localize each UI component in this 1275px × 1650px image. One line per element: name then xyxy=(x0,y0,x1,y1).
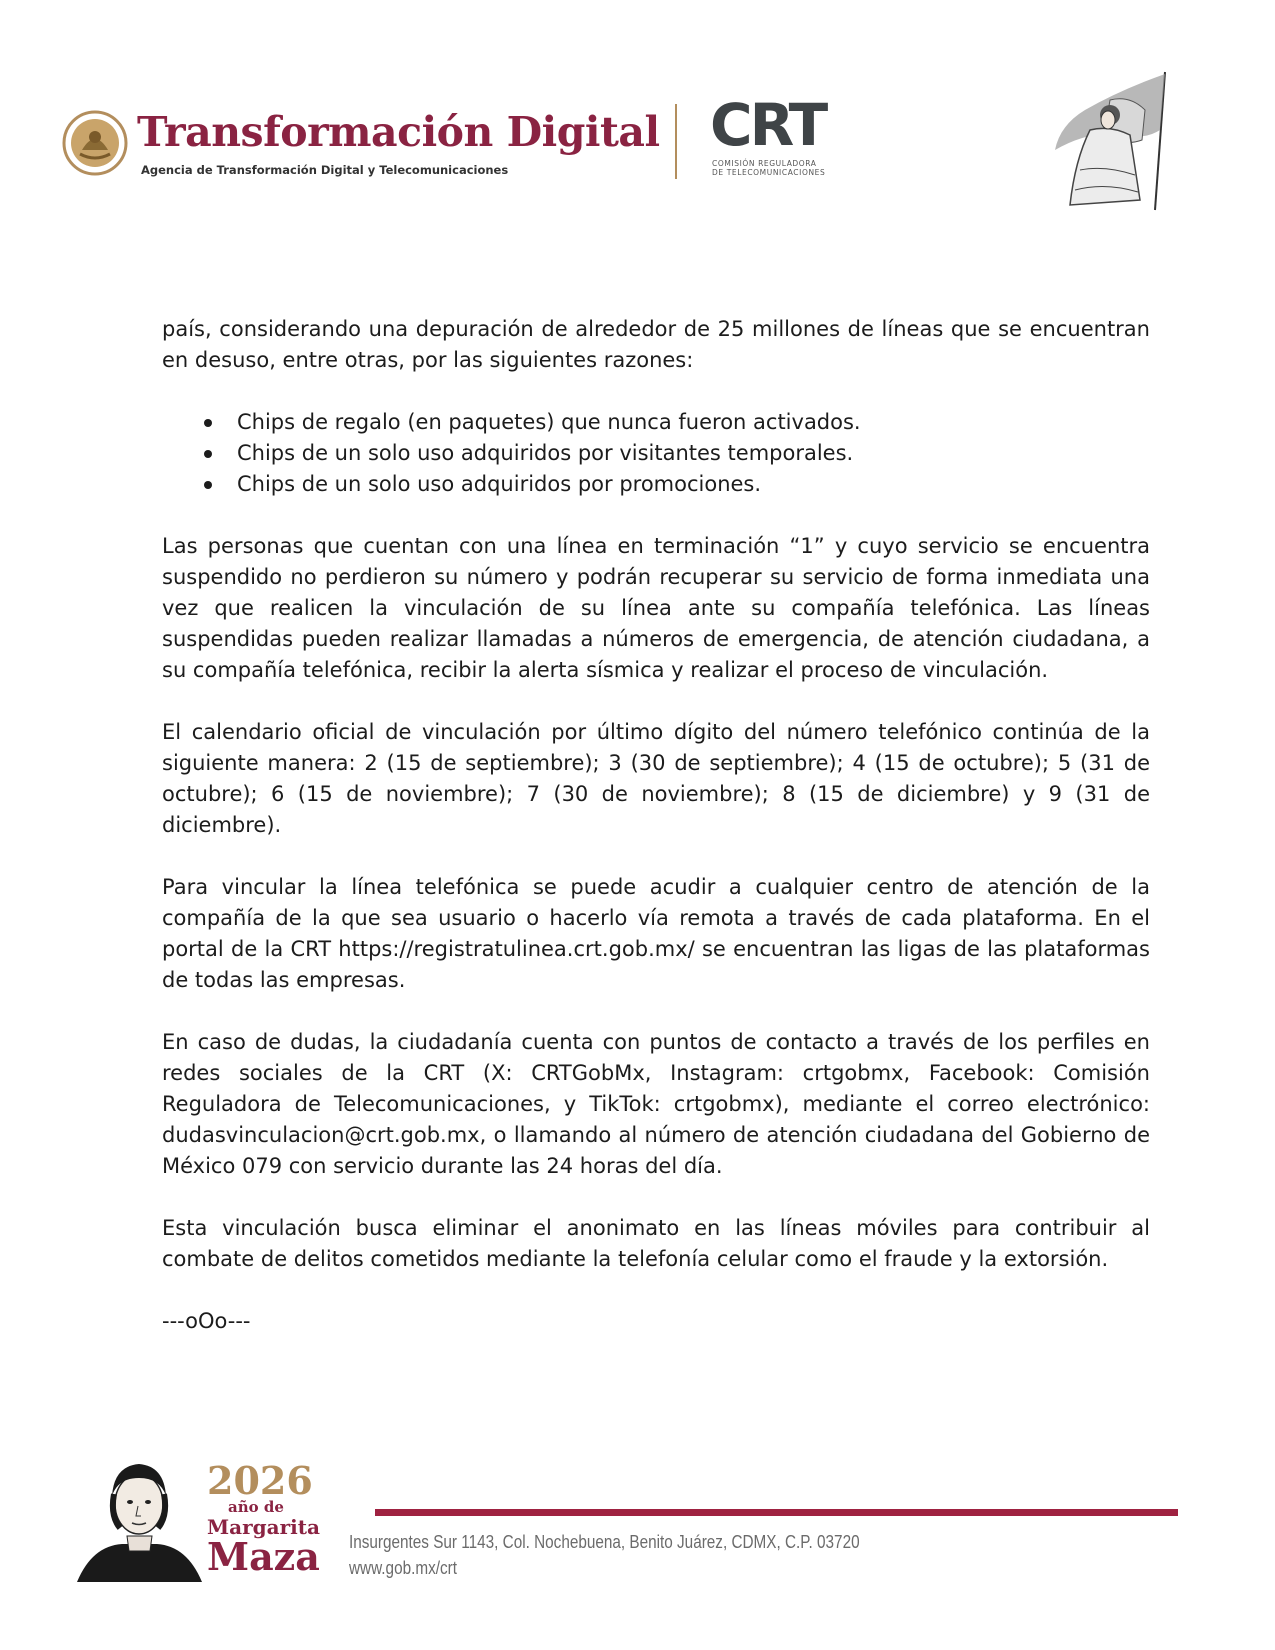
crt-subtitle xyxy=(712,159,825,177)
closing-mark: ---oOo--- xyxy=(162,1309,251,1333)
year-honoree-first-name: Margarita xyxy=(207,1515,320,1539)
woman-with-flag-illustration xyxy=(1050,70,1180,215)
agency-title: Transformación Digital xyxy=(137,108,660,156)
how-to-link-paragraph: Para vincular la línea telefónica se puede acudir a cualquier centro de atención de la compañía de la que sea usuario o hacerlo vía remota a través de cada plataforma. En el portal de la CRT https://registratulinea.crt.gob.mx/ se encuentran las ligas de las plataformas de todas las empresas. xyxy=(162,875,1150,992)
year-sublabel: año de xyxy=(228,1498,284,1516)
list-item xyxy=(162,469,1150,500)
bullet-icon xyxy=(204,450,212,458)
page-footer xyxy=(0,1440,1275,1650)
margarita-maza-portrait xyxy=(72,1456,207,1582)
mexico-coat-of-arms-icon xyxy=(62,110,128,176)
list-item-text: Chips de regalo (en paquetes) que nunca fueron activados. xyxy=(237,410,861,434)
agency-subtitle: Agencia de Transformación Digital y Telecomunicaciones xyxy=(141,163,509,177)
list-item-text: Chips de un solo uso adquiridos por promociones. xyxy=(237,472,762,496)
suspended-lines-paragraph: Las personas que cuentan con una línea en terminación “1” y cuyo servicio se encuentra suspendido no perdieron su número y podrán recuperar su servicio de forma inmediata una vez que realicen la vinculación de su línea ante su compañía telefónica. Las líneas suspendidas pueden realizar llamadas a números de emergencia, de atención ciudadana, a su compañía telefónica, recibir la alerta sísmica y realizar el proceso de vinculación. xyxy=(162,534,1150,682)
crt-logo: CRT xyxy=(710,91,826,159)
footer-divider xyxy=(375,1509,1178,1516)
contact-paragraph: En caso de dudas, la ciudadanía cuenta con puntos de contacto a través de los perfiles en redes sociales de la CRT (X: CRTGobMx, Instagram: crtgobmx, Facebook: Comisión Reguladora de Telecomunicaciones, y TikTok: crtgobmx), mediante el correo electrónico: dudasvinculacion@crt.gob.mx, o llamando al número de atención ciudadana del Gobierno de México 079 con servicio durante las 24 horas del día. xyxy=(162,1030,1150,1178)
crt-subtitle-line2: DE TELECOMUNICACIONES xyxy=(712,168,826,177)
press-release-body xyxy=(162,314,1150,1368)
page-header xyxy=(0,0,1275,230)
year-label: 2026 xyxy=(207,1458,313,1503)
bullet-icon xyxy=(204,419,212,427)
office-address: Insurgentes Sur 1143, Col. Nochebuena, Benito Juárez, CDMX, C.P. 03720 xyxy=(349,1532,860,1552)
year-honoree-last-name: Maza xyxy=(207,1534,320,1579)
list-item xyxy=(162,407,1150,438)
bullet-icon xyxy=(204,481,212,489)
calendar-paragraph: El calendario oficial de vinculación por último dígito del número telefónico continúa de la siguiente manera: 2 (15 de septiembre); 3 (30 de septiembre); 4 (15 de octubre); 5 (31 de octubre); 6 (15 de noviembre); 7 (30 de noviembre); 8 (15 de diciembre) y 9 (31 de diciembre). xyxy=(162,720,1150,837)
website-link[interactable]: www.gob.mx/crt xyxy=(349,1558,457,1578)
intro-paragraph: país, considerando una depuración de alrededor de 25 millones de líneas que se encuentran en desuso, entre otras, por las siguientes razones: xyxy=(162,317,1150,372)
list-item xyxy=(162,438,1150,469)
purpose-paragraph: Esta vinculación busca eliminar el anonimato en las líneas móviles para contribuir al combate de delitos cometidos mediante la telefonía celular como el fraude y la extorsión. xyxy=(162,1216,1150,1271)
header-divider xyxy=(675,104,677,179)
list-item-text: Chips de un solo uso adquiridos por visitantes temporales. xyxy=(237,441,854,465)
reasons-list xyxy=(162,407,1150,500)
crt-subtitle-line1: COMISIÓN REGULADORA xyxy=(712,159,817,168)
